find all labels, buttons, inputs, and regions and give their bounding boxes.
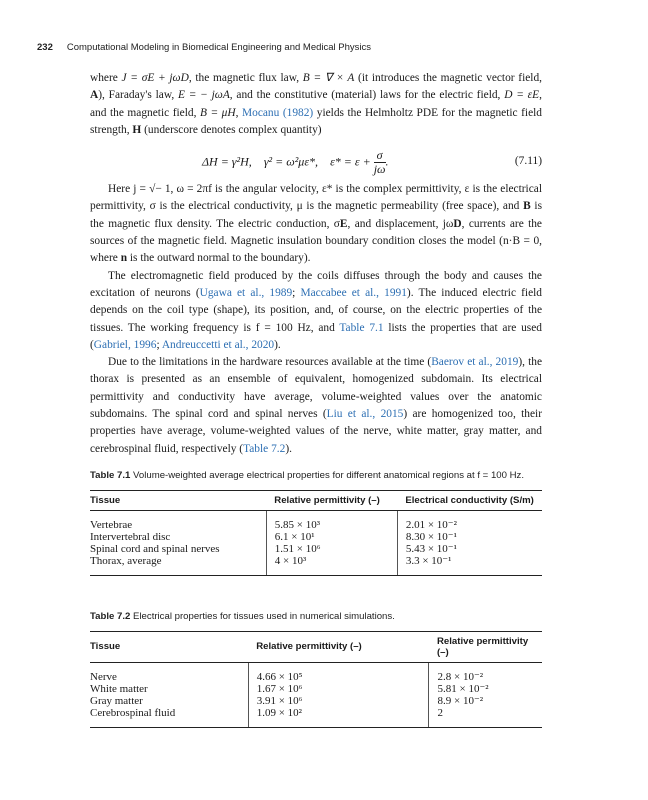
table-row (90, 555, 542, 576)
table-cell: 6.1 × 10¹ (266, 531, 397, 543)
equation-rhs: ε* = ε + (330, 154, 371, 169)
inline-equation-current: J = σE + jωD (121, 72, 189, 84)
table-header-row (90, 490, 542, 510)
text-span: The electromagnetic field produced by the coils diffuses through the body and causes the excitation of neurons ( (90, 269, 542, 299)
table-reference-link[interactable]: Table 7.2 (243, 442, 286, 455)
table-cell: 5.43 × 10⁻¹ (397, 543, 542, 555)
page-number: 232 (37, 42, 53, 53)
inline-equation-faraday: E = − jωA (177, 89, 230, 102)
running-head (37, 42, 371, 53)
column-header: Relative permittivity (–) (429, 631, 542, 662)
paragraph-1 (90, 70, 542, 139)
text-span: ), Faraday's law, (98, 89, 178, 102)
paragraph-3 (90, 268, 542, 354)
equation-fraction (374, 149, 386, 176)
vector-symbol: D (453, 217, 462, 230)
citation-link[interactable]: Gabriel, 1996 (93, 338, 157, 351)
text-span: ), the thorax is presented as an ensemble of equivalent, homogenized subdomain. Its electrical permittivity and conductivity have average, volume-weighted values over the anatomic subdomains. The spinal cord and spinal nerves ( (90, 356, 543, 421)
paragraph-4 (90, 354, 542, 458)
text-span: lists the properties that are used ( (90, 321, 542, 351)
data-table (90, 631, 542, 729)
table-cell: Cerebrospinal fluid (90, 707, 248, 728)
text-span: Due to the limitations in the hardware resources available at the time ( (108, 356, 432, 369)
table-cell: 2.8 × 10⁻² (429, 662, 542, 683)
vector-symbol: n (120, 252, 128, 265)
column-header: Relative permittivity (–) (248, 631, 429, 662)
equation-mid: γ² = ω²με*, (263, 154, 319, 169)
equation-number: (7.11) (514, 155, 542, 168)
table-cell: Gray matter (90, 694, 143, 707)
table-row (90, 510, 542, 531)
table-cell: 1.67 × 10⁶ (248, 683, 429, 695)
text-span: ; (292, 286, 301, 299)
citation-link[interactable]: Andreuccetti et al., 2020 (161, 338, 275, 351)
column-header: Tissue (90, 490, 266, 510)
table-cell: 1.51 × 10⁶ (266, 543, 397, 555)
table-cell: Vertebrae (90, 518, 133, 531)
table-caption-text: Volume-weighted average electrical properties for different anatomical regions at f = 100 Hz. (133, 470, 525, 481)
table-cell: Intervertebral disc (90, 530, 171, 543)
table-7-1 (90, 470, 542, 576)
table-cell: 5.85 × 10³ (266, 510, 397, 531)
citation-link[interactable]: Liu et al., 2015 (326, 408, 404, 421)
table-caption-text: Electrical properties for tissues used in numerical simulations. (133, 611, 395, 622)
fraction-numerator: σ (374, 149, 386, 163)
text-span: ) are homogenized too, their properties have average, volume-weighted values of the nerve, white matter, gray matter, and cerebrospinal fluid, respectively ( (90, 408, 542, 455)
inline-equation-flux: B = ∇ × A (302, 72, 355, 84)
text-span: ). The induced electric field depends on the coil type (shape), its position, and, of course, on the electric properties of the tissues. The working frequency is f = 100 Hz, and (90, 286, 542, 334)
text-span: Here j = √− 1, ω = 2πf is the angular velocity, ε* is the complex permittivity, ε is the electrical permittivity, σ is the electrical conductivity, μ is the magnetic permeability (free space), and (90, 183, 542, 213)
text-span: is the magnetic flux density. The electric conduction, σ (90, 200, 542, 230)
body-text (90, 70, 542, 458)
text-span: , and the magnetic field, (90, 89, 542, 119)
table-caption (90, 470, 542, 483)
vector-symbol: E (339, 217, 348, 230)
table-row (90, 662, 542, 683)
text-span: , currents are the sources of the magnetic field. Magnetic insulation boundary condition closes the model (n·B = 0, where (90, 217, 542, 265)
display-equation (90, 141, 542, 179)
table-cell: 8.9 × 10⁻² (429, 695, 542, 707)
text-span: (underscore denotes complex quantity) (141, 123, 322, 136)
column-header: Relative permittivity (–) (266, 490, 397, 510)
table-label: Table 7.1 (90, 470, 131, 481)
text-span: , (235, 106, 242, 119)
equation-period: . (385, 154, 389, 169)
inline-equation-electric: D = εE (504, 89, 540, 102)
table-header-row (90, 631, 542, 662)
equation-lhs: ΔH = γ²H, (202, 154, 252, 169)
table-cell: Spinal cord and spinal nerves (90, 542, 220, 555)
table-cell: 3.3 × 10⁻¹ (397, 555, 542, 576)
table-cell: 2 (429, 707, 542, 728)
table-row (90, 695, 542, 707)
table-reference-link[interactable]: Table 7.1 (339, 321, 384, 334)
text-span: ). (274, 338, 281, 351)
table-caption (90, 611, 542, 624)
table-label: Table 7.2 (90, 611, 131, 622)
text-span: yields the Helmholtz PDE for the magnetic field strength, (90, 106, 543, 136)
vector-symbol: B (523, 200, 531, 213)
table-7-2 (90, 611, 542, 728)
citation-link[interactable]: Ugawa et al., 1989 (199, 286, 293, 299)
equation-body (202, 149, 389, 176)
table-cell: 2.01 × 10⁻² (397, 510, 542, 531)
table-cell: 4 × 10³ (266, 555, 397, 576)
text-span: , the magnetic flux law, (188, 72, 303, 84)
text-span: , and the constitutive (material) laws for the electric field, (229, 89, 505, 102)
text-span: (it introduces the magnetic vector field, (354, 72, 543, 84)
citation-link[interactable]: Baerov et al., 2019 (431, 356, 519, 369)
text-span: ). (285, 442, 292, 455)
table-row (90, 531, 542, 543)
table-cell: White matter (90, 682, 148, 695)
data-table (90, 490, 542, 577)
table-cell: 1.09 × 10² (248, 707, 429, 728)
column-header: Tissue (90, 631, 248, 662)
fraction-denominator: jω (373, 162, 386, 177)
vector-symbol: A (90, 89, 99, 102)
table-row (90, 543, 542, 555)
text-span: is the outward normal to the boundary). (127, 252, 311, 265)
paragraph-2 (90, 181, 542, 267)
citation-link[interactable]: Maccabee et al., 1991 (300, 286, 407, 299)
text-span: where (90, 72, 122, 84)
text-span: , and displacement, jω (347, 217, 454, 230)
table-cell: 3.91 × 10⁶ (248, 695, 429, 707)
vector-symbol: H (132, 123, 142, 136)
table-row (90, 707, 542, 728)
citation-link[interactable]: Mocanu (1982) (242, 106, 314, 119)
running-title: Computational Modeling in Biomedical Engineering and Medical Physics (66, 42, 372, 53)
table-cell: 8.30 × 10⁻¹ (397, 531, 542, 543)
table-row (90, 683, 542, 695)
table-cell: 5.81 × 10⁻² (429, 683, 542, 695)
text-span: ; (156, 338, 162, 351)
inline-equation-magnetic: B = μH (199, 106, 236, 119)
table-cell: Nerve (90, 670, 117, 683)
table-cell: Thorax, average (90, 555, 266, 576)
table-cell: 4.66 × 10⁵ (248, 662, 429, 683)
column-header: Electrical conductivity (S/m) (397, 490, 542, 510)
